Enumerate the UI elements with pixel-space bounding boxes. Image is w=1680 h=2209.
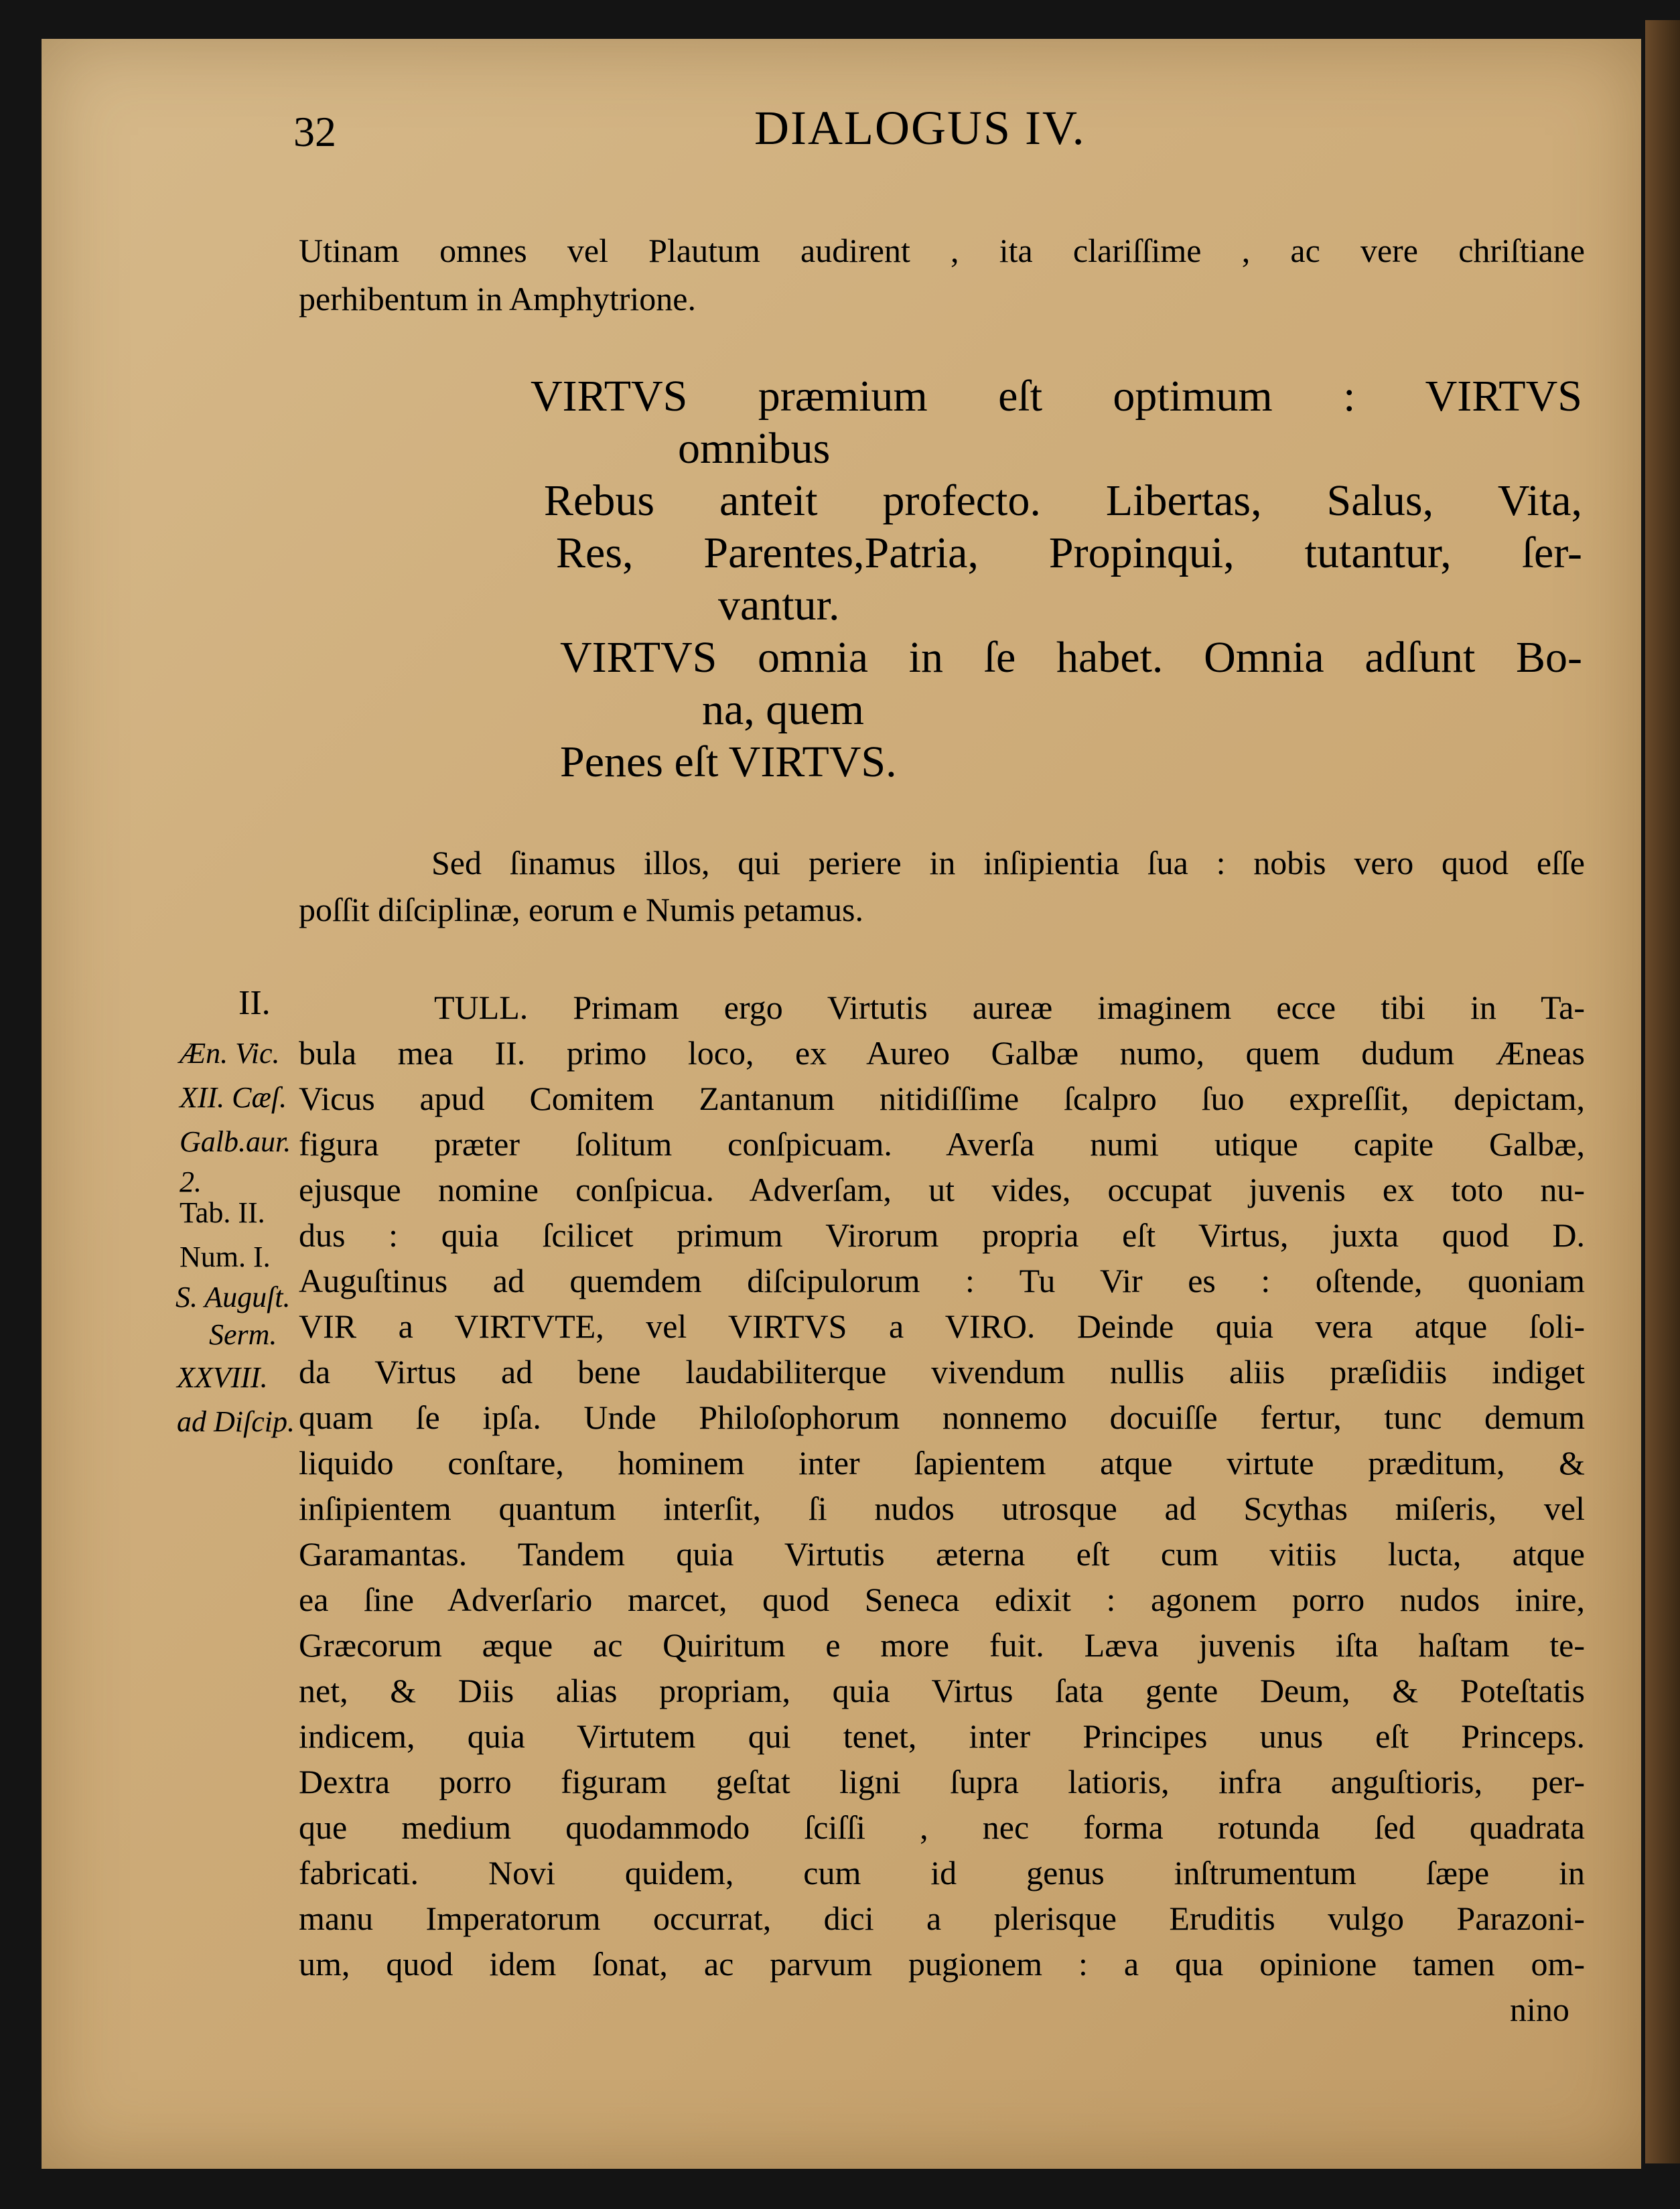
paragraph2-line-21: manu Imperatorum occurrat, dici a plerisque Eruditis vulgo Parazoni- bbox=[299, 1900, 1585, 1937]
page-number: 32 bbox=[293, 108, 336, 155]
paragraph2-line-19: que medium quodammodo ſciſſi , nec forma rotunda ſed quadrata bbox=[299, 1808, 1585, 1846]
margin-note-8: Serm. bbox=[209, 1318, 277, 1351]
margin-note-1: Æn. Vic. bbox=[180, 1037, 280, 1070]
margin-note-4: 2. bbox=[180, 1165, 202, 1198]
margin-note-5: Tab. II. bbox=[180, 1196, 265, 1229]
verse-line-5: vantur. bbox=[718, 581, 840, 630]
verse-line-8: Penes eſt VIRTVS. bbox=[560, 737, 897, 786]
paragraph2-line-5: ejusque nomine conſpicua. Adverſam, ut vides, occupat juvenis ex toto nu- bbox=[299, 1171, 1585, 1208]
paragraph1-line-1: Sed ſinamus illos, qui periere in inſipientia ſua : nobis vero quod eſſe bbox=[431, 844, 1585, 881]
paragraph2-line-13: Garamantas. Tandem quia Virtutis æterna eſt cum vitiis lucta, atque bbox=[299, 1535, 1585, 1573]
paragraph2-line-8: VIR a VIRTVTE, vel VIRTVS a VIRO. Deinde quia vera atque ſoli- bbox=[299, 1307, 1585, 1345]
verse-line-2: omnibus bbox=[678, 424, 831, 473]
paragraph2-line-4: figura præter ſolitum conſpicuam. Averſa numi utique capite Galbæ, bbox=[299, 1125, 1585, 1163]
paragraph2-line-17: indicem, quia Virtutem qui tenet, inter Principes unus eſt Princeps. bbox=[299, 1717, 1585, 1755]
paragraph2-line-14: ea ſine Adverſario marcet, quod Seneca edixit : agonem porro nudos inire, bbox=[299, 1581, 1585, 1618]
margin-note-7: S. Auguſt. bbox=[176, 1281, 291, 1313]
paragraph2-line-1: TULL. Primam ergo Virtutis aureæ imaginem ecce tibi in Ta- bbox=[434, 989, 1585, 1026]
verse-line-3: Rebus anteit profecto. Libertas, Salus, Vita, bbox=[544, 476, 1582, 525]
paragraph1-line-2: poſſit diſciplinæ, eorum e Numis petamus. bbox=[299, 891, 863, 928]
paragraph2-line-16: net, & Diis alias propriam, quia Virtus ſata gente Deum, & Poteſtatis bbox=[299, 1672, 1585, 1709]
intro-line-1: Utinam omnes vel Plautum audirent , ita clariſſime , ac vere chriſtiane bbox=[299, 232, 1585, 269]
verse-line-7: na, quem bbox=[702, 685, 864, 734]
paragraph2-line-22: um, quod idem ſonat, ac parvum pugionem : a qua opinione tamen om- bbox=[299, 1945, 1585, 1983]
running-head: DIALOGUS IV. bbox=[754, 101, 1086, 155]
verse-line-4: Res, Parentes,Patria, Propinqui, tutantur, ſer- bbox=[556, 528, 1582, 577]
margin-note-2: XII. Cæſ. bbox=[180, 1081, 287, 1114]
verse-line-6: VIRTVS omnia in ſe habet. Omnia adſunt Bo- bbox=[560, 633, 1582, 682]
verse-line-1: VIRTVS præmium eſt optimum : VIRTVS bbox=[531, 372, 1582, 421]
paragraph2-line-12: inſipientem quantum interſit, ſi nudos utrosque ad Scythas miſeris, vel bbox=[299, 1490, 1585, 1527]
margin-note-9: XXVIII. bbox=[177, 1361, 268, 1394]
paragraph2-line-7: Auguſtinus ad quemdem diſcipulorum : Tu Vir es : oſtende, quoniam bbox=[299, 1262, 1585, 1299]
book-spine-edge bbox=[1645, 20, 1680, 2163]
paragraph2-line-10: quam ſe ipſa. Unde Philoſophorum nonnemo docuiſſe fertur, tunc demum bbox=[299, 1399, 1585, 1436]
margin-note-10: ad Diſcip. bbox=[177, 1405, 295, 1438]
paragraph2-line-23: nino bbox=[1510, 1991, 1569, 2028]
paragraph2-line-3: Vicus apud Comitem Zantanum nitidiſſime ſcalpro ſuo expreſſit, depictam, bbox=[299, 1080, 1585, 1117]
paragraph2-line-15: Græcorum æque ac Quiritum e more fuit. Læva juvenis iſta haſtam te- bbox=[299, 1626, 1585, 1664]
paragraph2-line-11: liquido conſtare, hominem inter ſapientem atque virtute præditum, & bbox=[299, 1444, 1585, 1482]
intro-line-2: perhibentum in Amphytrione. bbox=[299, 280, 696, 317]
paragraph2-line-9: da Virtus ad bene laudabiliterque vivendum nullis aliis præſidiis indiget bbox=[299, 1353, 1585, 1391]
paragraph2-line-6: dus : quia ſcilicet primum Virorum propria eſt Virtus, juxta quod D. bbox=[299, 1216, 1585, 1254]
margin-note-6: Num. I. bbox=[180, 1240, 271, 1273]
paragraph2-line-18: Dextra porro figuram geſtat ligni ſupra latioris, infra anguſtioris, per- bbox=[299, 1763, 1585, 1800]
paragraph2-line-20: fabricati. Novi quidem, cum id genus inſtrumentum ſæpe in bbox=[299, 1854, 1585, 1892]
paragraph2-line-2: bula mea II. primo loco, ex Aureo Galbæ numo, quem dudum Æneas bbox=[299, 1034, 1585, 1072]
margin-section-number: II. bbox=[238, 984, 271, 1022]
margin-note-3: Galb.aur. bbox=[180, 1125, 291, 1158]
